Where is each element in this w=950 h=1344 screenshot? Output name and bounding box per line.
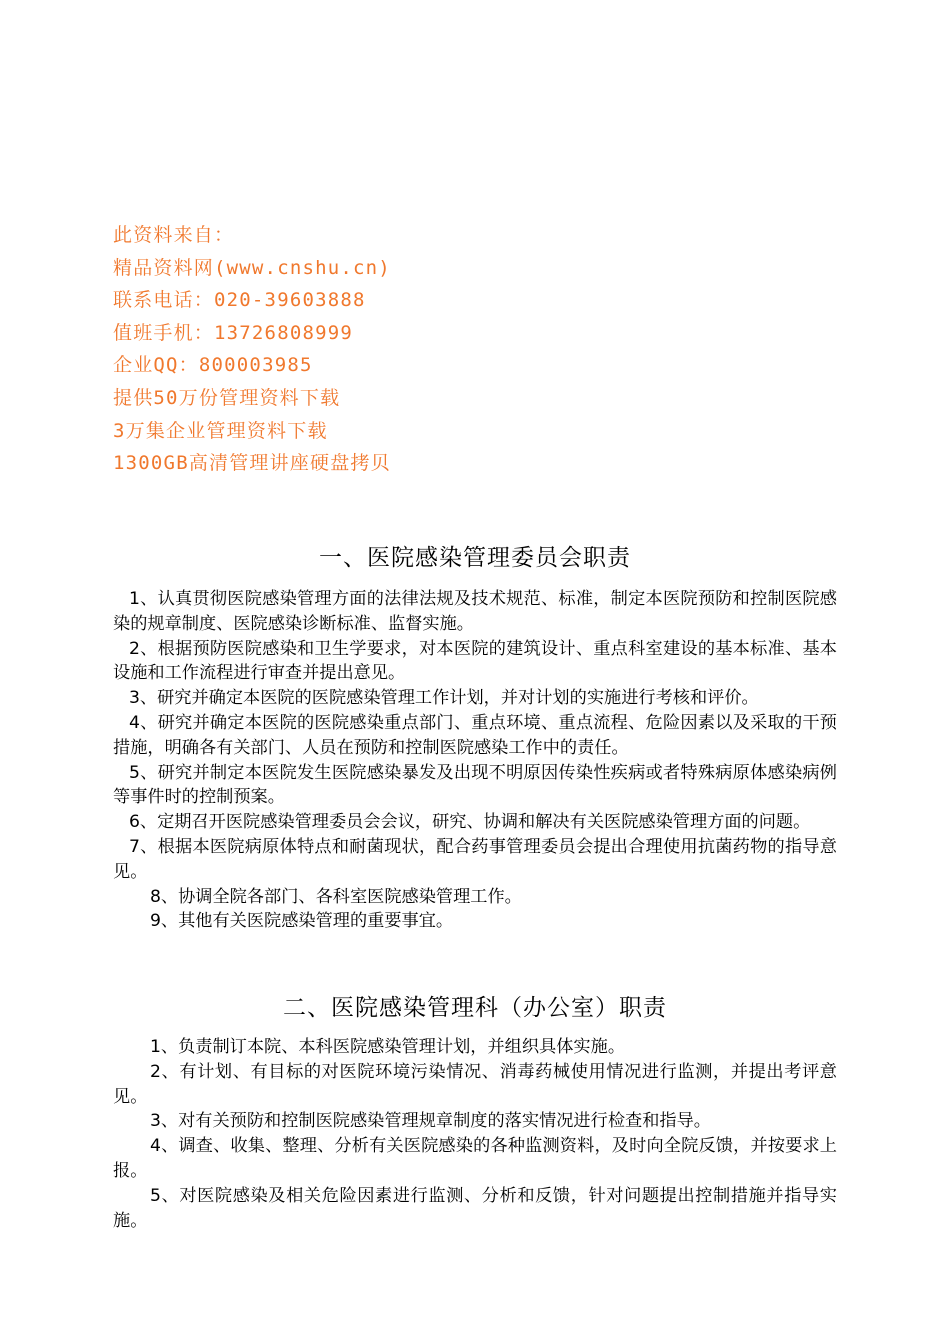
section1-item: 5、研究并制定本医院发生医院感染暴发及出现不明原因传染性疾病或者特殊病原体感染病例等事件时的控制预案。	[113, 762, 837, 808]
section1-item: 3、研究并确定本医院的医院感染管理工作计划，并对计划的实施进行考核和评价。	[129, 688, 759, 709]
qq-text: 企业QQ：800003985	[113, 354, 313, 377]
section1-title: 一、医院感染管理委员会职责	[319, 545, 631, 571]
section1-item: 7、根据本医院病原体特点和耐菌现状，配合药事管理委员会提出合理使用抗菌药物的指导意见。	[113, 836, 837, 882]
source-info-block	[113, 219, 673, 480]
section1-item: 1、认真贯彻医院感染管理方面的法律法规及技术规范、标准，制定本医院预防和控制医院感染的规章制度、医院感染诊断标准、监督实施。	[113, 589, 837, 634]
section1-item: 4、研究并确定本医院的医院感染重点部门、重点环境、重点流程、危险因素以及采取的干预措施，明确各有关部门、人员在预防和控制医院感染工作中的责任。	[113, 712, 837, 758]
section2-item: 3、对有关预防和控制医院感染管理规章制度的落实情况进行检查和指导。	[150, 1111, 711, 1132]
promo-line-2: 3万集企业管理资料下载	[113, 419, 328, 442]
section1-body	[113, 587, 837, 934]
section2-item: 1、负责制订本院、本科医院感染管理计划，并组织具体实施。	[150, 1037, 626, 1057]
phone-text: 联系电话：020-39603888	[113, 289, 366, 312]
section2-item: 5、对医院感染及相关危险因素进行监测、分析和反馈，针对问题提出控制措施并指导实施。	[113, 1185, 837, 1231]
section2-item: 2、有计划、有目标的对医院环境污染情况、消毒药械使用情况进行监测，并提出考评意见。	[113, 1061, 837, 1107]
section1-item: 2、根据预防医院感染和卫生学要求，对本医院的建筑设计、重点科室建设的基本标准、基本设施和工作流程进行审查并提出意见。	[113, 638, 837, 684]
mobile-text: 值班手机：13726808999	[113, 321, 354, 344]
source-label: 此资料来自：	[113, 224, 235, 246]
section2-body	[113, 1035, 837, 1233]
promo-line-3: 1300GB高清管理讲座硬盘拷贝	[113, 452, 391, 475]
section1-item: 8、协调全院各部门、各科室医院感染管理工作。	[150, 886, 522, 907]
section2-item: 4、调查、收集、整理、分析有关医院感染的各种监测资料，及时向全院反馈，并按要求上报。	[113, 1136, 837, 1181]
website-text: 精品资料网(www.cnshu.cn)	[113, 256, 391, 279]
section1-item: 6、定期召开医院感染管理委员会会议，研究、协调和解决有关医院感染管理方面的问题。	[129, 812, 811, 833]
section2-title: 二、医院感染管理科（办公室）职责	[283, 995, 667, 1021]
promo-line-1: 提供50万份管理资料下载	[113, 386, 341, 409]
section1-item: 9、其他有关医院感染管理的重要事宜。	[150, 911, 454, 932]
